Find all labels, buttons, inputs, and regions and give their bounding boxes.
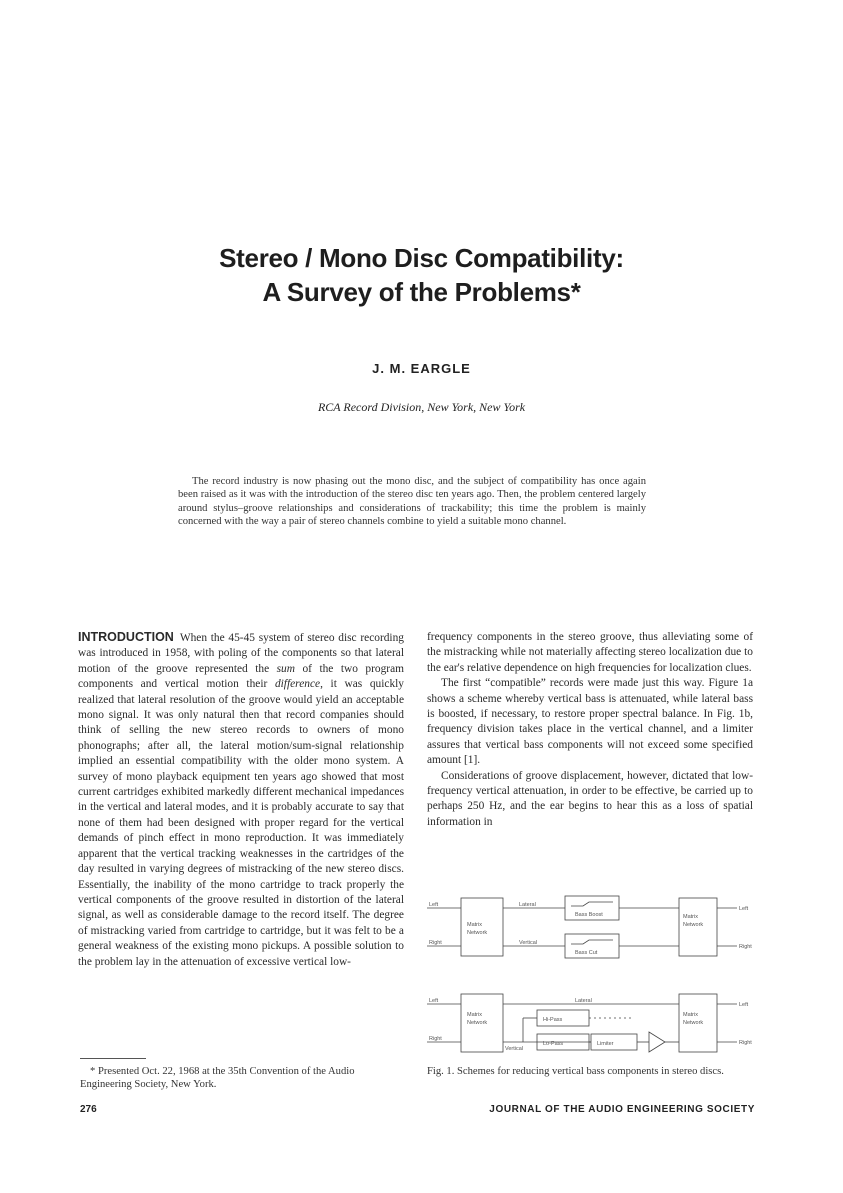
title-line-2: A Survey of the Problems* — [262, 277, 581, 307]
b-left-in-label: Left — [429, 998, 439, 1004]
author-affiliation: RCA Record Division, New York, New York — [317, 400, 526, 414]
body-paragraph-1: frequency components in the stereo groove, thus alleviating some of the mistracking while not materially affecting stereo localization due to the ear's relative dependence on high frequencies for localization clues. — [427, 631, 753, 674]
footnote: * Presented Oct. 22, 1968 at the 35th Convention of the Audio Engineering Society, New York. — [80, 1066, 355, 1090]
paper-title — [0, 241, 843, 309]
a-bass-boost-curve — [571, 902, 613, 906]
a-right-in-label: Right — [429, 940, 442, 946]
intro-text-b: of the two program components and vertical motion their — [78, 662, 404, 691]
title-line-1: Stereo / Mono Disc Compatibility: — [219, 243, 624, 273]
figure-caption: Fig. 1. Schemes for reducing vertical bass components in stereo discs. — [427, 1066, 724, 1077]
right-column — [427, 630, 753, 830]
b-matrix1-label-1: Matrix — [467, 1012, 482, 1018]
b-hi-pass-label: Hi-Pass — [543, 1017, 563, 1023]
author-name: J. M. EARGLE — [372, 361, 471, 376]
b-limiter-label: Limiter — [597, 1041, 614, 1047]
b-vertical-label: Vertical — [505, 1046, 524, 1052]
a-matrix2-label-1: Matrix — [683, 914, 698, 920]
b-matrix2-label-2: Network — [683, 1020, 704, 1026]
b-lo-pass-label: Lo-Pass — [543, 1041, 564, 1047]
section-heading: INTRODUCTION — [78, 630, 174, 644]
a-matrix2-label-2: Network — [683, 922, 704, 928]
intro-text-c: , it was quickly realized that lateral resolution of the groove would yield an acceptable mono signal. It was only natural then that record companies should think of selling the new stereo records to owners of mono phonographs; after all, the lateral motion/sum-signal relationship implied an essential compatibility with the older mono system. A survey of mono playback equipment ten years ago showed that most current cartridges exhibited markedly different mechanical impedances in the vertical and lateral modes, and it is probably accurate to say that none of them had been designed with proper regard for the vertical demands of pinch effect in mono reproduction. It was immediately apparent that the vertical tracking weaknesses in the cartridges of the day resulted in varying degrees of mistracking of the new stereo discs. Essentially, the inability of the mono cartridge to track properly the vertical components of the groove resulted in distortion of the lateral signal, as well as considerable damage to the record itself. The degree of mistracking varied from cartridge to cartridge, but it was felt to be a general weakness of the existing mono pickups. A possible solution to the problem lay in the attenuation of excessive vertical low- — [78, 678, 405, 968]
b-right-in-label: Right — [429, 1036, 442, 1042]
b-matrix1-label-2: Network — [467, 1020, 488, 1026]
a-matrix1-label-1: Matrix — [467, 922, 482, 928]
abstract: The record industry is now phasing out the mono disc, and the subject of compatibility has once again been raised as it was with the introduction of the stereo disc ten years ago. Then, the problem centered largely around stylus–groove relationships and considerations of trackability; this time the problem is mainly concerned with the way a pair of stereo channels combine to yield a suitable mono channel. — [178, 476, 646, 528]
body-paragraph-3: Considerations of groove displacement, however, dictated that low-frequency vertical attenuation, in order to be effective, be carried up to perhaps 250 Hz, and the ear begins to hear this as a loss of spatial information in — [427, 769, 753, 828]
a-left-in-label: Left — [429, 902, 439, 908]
a-lateral-label: Lateral — [519, 902, 536, 908]
a-bass-cut-curve — [571, 940, 613, 944]
b-right-out-label: Right — [739, 1040, 752, 1046]
b-lateral-label: Lateral — [575, 998, 592, 1004]
body-paragraph-2: The first “compatible” records were made just this way. Figure 1a shows a scheme whereby vertical bass is attenuated, while lateral bass is boosted, if necessary, to restore proper spectral balance. In Fig. 1b, frequency division takes place in the vertical channel, and a limiter assures that vertical bass components will not exceed some specified amount [1]. — [427, 677, 753, 767]
b-summing-amplifier — [649, 1032, 665, 1052]
intro-text-a: When the 45-45 system of stereo disc recording was introduced in 1958, with poling of the components so that lateral motion of the groove represented the — [78, 632, 404, 675]
page-number: 276 — [80, 1104, 97, 1115]
intro-text-sum: sum — [276, 662, 295, 675]
journal-name: JOURNAL OF THE AUDIO ENGINEERING SOCIETY — [489, 1104, 755, 1115]
a-bass-boost-label: Bass Boost — [575, 912, 603, 918]
intro-text-difference: difference — [274, 678, 321, 691]
figure-1-diagram — [425, 888, 760, 1058]
a-right-out-label: Right — [739, 944, 752, 950]
a-bass-cut-label: Bass Cut — [575, 950, 598, 956]
a-matrix1-label-2: Network — [467, 930, 488, 936]
b-matrix2-label-1: Matrix — [683, 1012, 698, 1018]
left-column — [78, 630, 404, 970]
a-left-out-label: Left — [739, 906, 749, 912]
intro-paragraph — [78, 630, 404, 970]
a-vertical-label: Vertical — [519, 940, 538, 946]
b-left-out-label: Left — [739, 1002, 749, 1008]
footnote-rule — [80, 1058, 146, 1059]
